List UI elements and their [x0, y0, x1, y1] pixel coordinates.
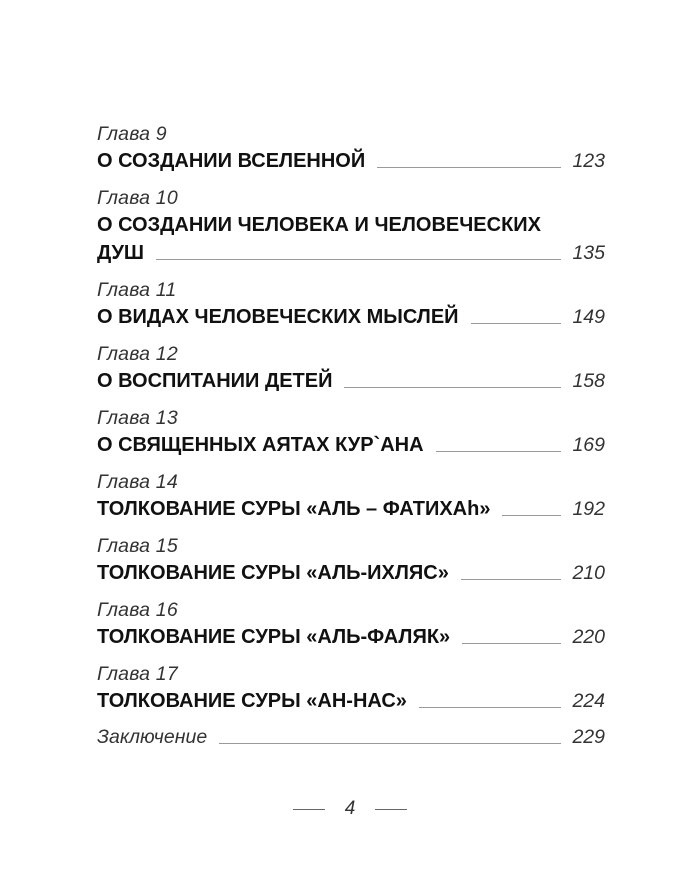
chapter-title: О ВИДАХ ЧЕЛОВЕЧЕСКИХ МЫСЛЕЙ — [97, 306, 459, 328]
chapter-title: О СВЯЩЕННЫХ АЯТАХ КУР`АНА — [97, 434, 424, 456]
page-number: 210 — [572, 562, 605, 584]
chapter-label: Глава 17 — [97, 663, 178, 685]
footer-page-number: 4 — [344, 798, 356, 819]
toc-entry-chapter-9 — [97, 121, 605, 175]
chapter-title: ТОЛКОВАНИЕ СУРЫ «АЛЬ – ФАТИХАh» — [97, 498, 491, 520]
page-number: 224 — [572, 690, 605, 712]
dot-leader — [219, 743, 561, 744]
chapter-label: Глава 9 — [97, 123, 167, 145]
dot-leader — [461, 579, 561, 580]
toc-entry-chapter-14 — [97, 469, 605, 523]
toc-entry-chapter-16 — [97, 597, 605, 651]
toc-entry-chapter-12 — [97, 341, 605, 395]
chapter-label: Глава 16 — [97, 599, 178, 621]
chapter-label: Глава 11 — [97, 279, 177, 301]
chapter-title: ТОЛКОВАНИЕ СУРЫ «АЛЬ-ФАЛЯК» — [97, 626, 451, 648]
chapter-title: ТОЛКОВАНИЕ СУРЫ «АН-НАС» — [97, 690, 407, 712]
conclusion-title: Заключение — [97, 726, 208, 748]
chapter-label: Глава 10 — [97, 187, 178, 209]
footer-dash-left — [293, 809, 325, 810]
page-number: 149 — [572, 306, 605, 328]
chapter-label: Глава 13 — [97, 407, 178, 429]
chapter-label: Глава 14 — [97, 471, 178, 493]
toc-entry-chapter-15 — [97, 533, 605, 587]
chapter-title: О СОЗДАНИИ ВСЕЛЕННОЙ — [97, 150, 366, 172]
dot-leader — [436, 451, 561, 452]
page-number: 123 — [572, 150, 605, 172]
chapter-title: ДУШ — [97, 242, 145, 264]
dot-leader — [462, 643, 561, 644]
footer-dash-right — [375, 809, 407, 810]
toc-entry-chapter-11 — [97, 277, 605, 331]
dot-leader — [344, 387, 561, 388]
dot-leader — [419, 707, 561, 708]
page-number: 158 — [572, 370, 605, 392]
page-footer — [0, 798, 700, 820]
page-number: 220 — [572, 626, 605, 648]
dot-leader — [377, 167, 561, 168]
chapter-label: Глава 15 — [97, 535, 178, 557]
chapter-title: О ВОСПИТАНИИ ДЕТЕЙ — [97, 370, 333, 392]
toc-entry-conclusion — [97, 723, 605, 751]
page-number: 135 — [572, 242, 605, 264]
dot-leader — [156, 259, 561, 260]
page-number: 169 — [572, 434, 605, 456]
toc-entry-chapter-10 — [97, 185, 605, 267]
toc-entry-chapter-13 — [97, 405, 605, 459]
chapter-title: ТОЛКОВАНИЕ СУРЫ «АЛЬ-ИХЛЯС» — [97, 562, 449, 584]
dot-leader — [502, 515, 561, 516]
chapter-label: Глава 12 — [97, 343, 178, 365]
page-number: 192 — [572, 498, 605, 520]
page-number: 229 — [572, 726, 605, 748]
table-of-contents — [97, 121, 605, 751]
dot-leader — [471, 323, 561, 324]
toc-entry-chapter-17 — [97, 661, 605, 715]
chapter-title-line-1: О СОЗДАНИИ ЧЕЛОВЕКА И ЧЕЛОВЕЧЕСКИХ — [97, 214, 542, 236]
